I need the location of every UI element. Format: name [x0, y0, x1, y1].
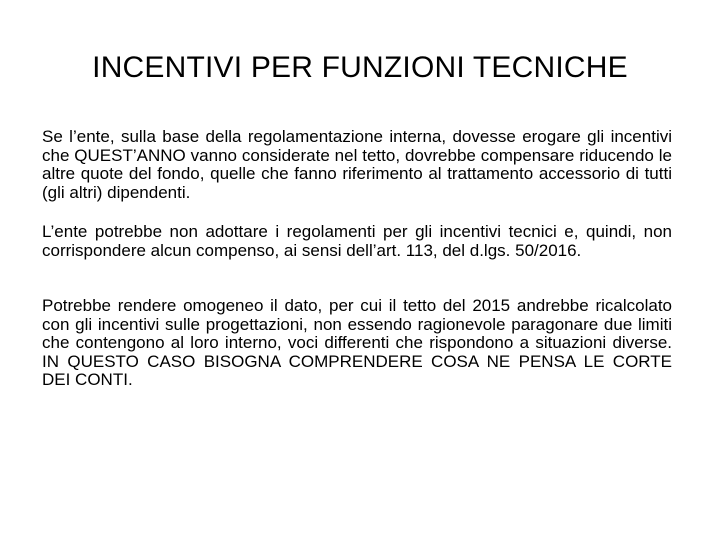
paragraph-2: L’ente potrebbe non adottare i regolamenti per gli incentivi tecnici e, quindi, non corrispondere alcun compenso, ai sensi dell’art. 113, del d.lgs. 50/2016.	[42, 222, 672, 260]
paragraph-1: Se l’ente, sulla base della regolamentazione interna, dovesse erogare gli incentivi che QUEST’ANNO vanno considerate nel tetto, dovrebbe compensare riducendo le altre quote del fondo, quelle che fanno riferimento al trattamento accessorio di tutti (gli altri) dipendenti.	[42, 127, 672, 202]
slide-body	[42, 128, 672, 411]
paragraph-3: Potrebbe rendere omogeneo il dato, per cui il tetto del 2015 andrebbe ricalcolato con gli incentivi sulle progettazioni, non essendo ragionevole paragonare due limiti che contengono al loro interno, voci differenti che rispondono a situazioni diverse. IN QUESTO CASO BISOGNA COMPRENDERE COSA NE PENSA LE CORTE DEI CONTI.	[42, 296, 672, 389]
slide-title: INCENTIVI PER FUNZIONI TECNICHE	[92, 51, 628, 84]
